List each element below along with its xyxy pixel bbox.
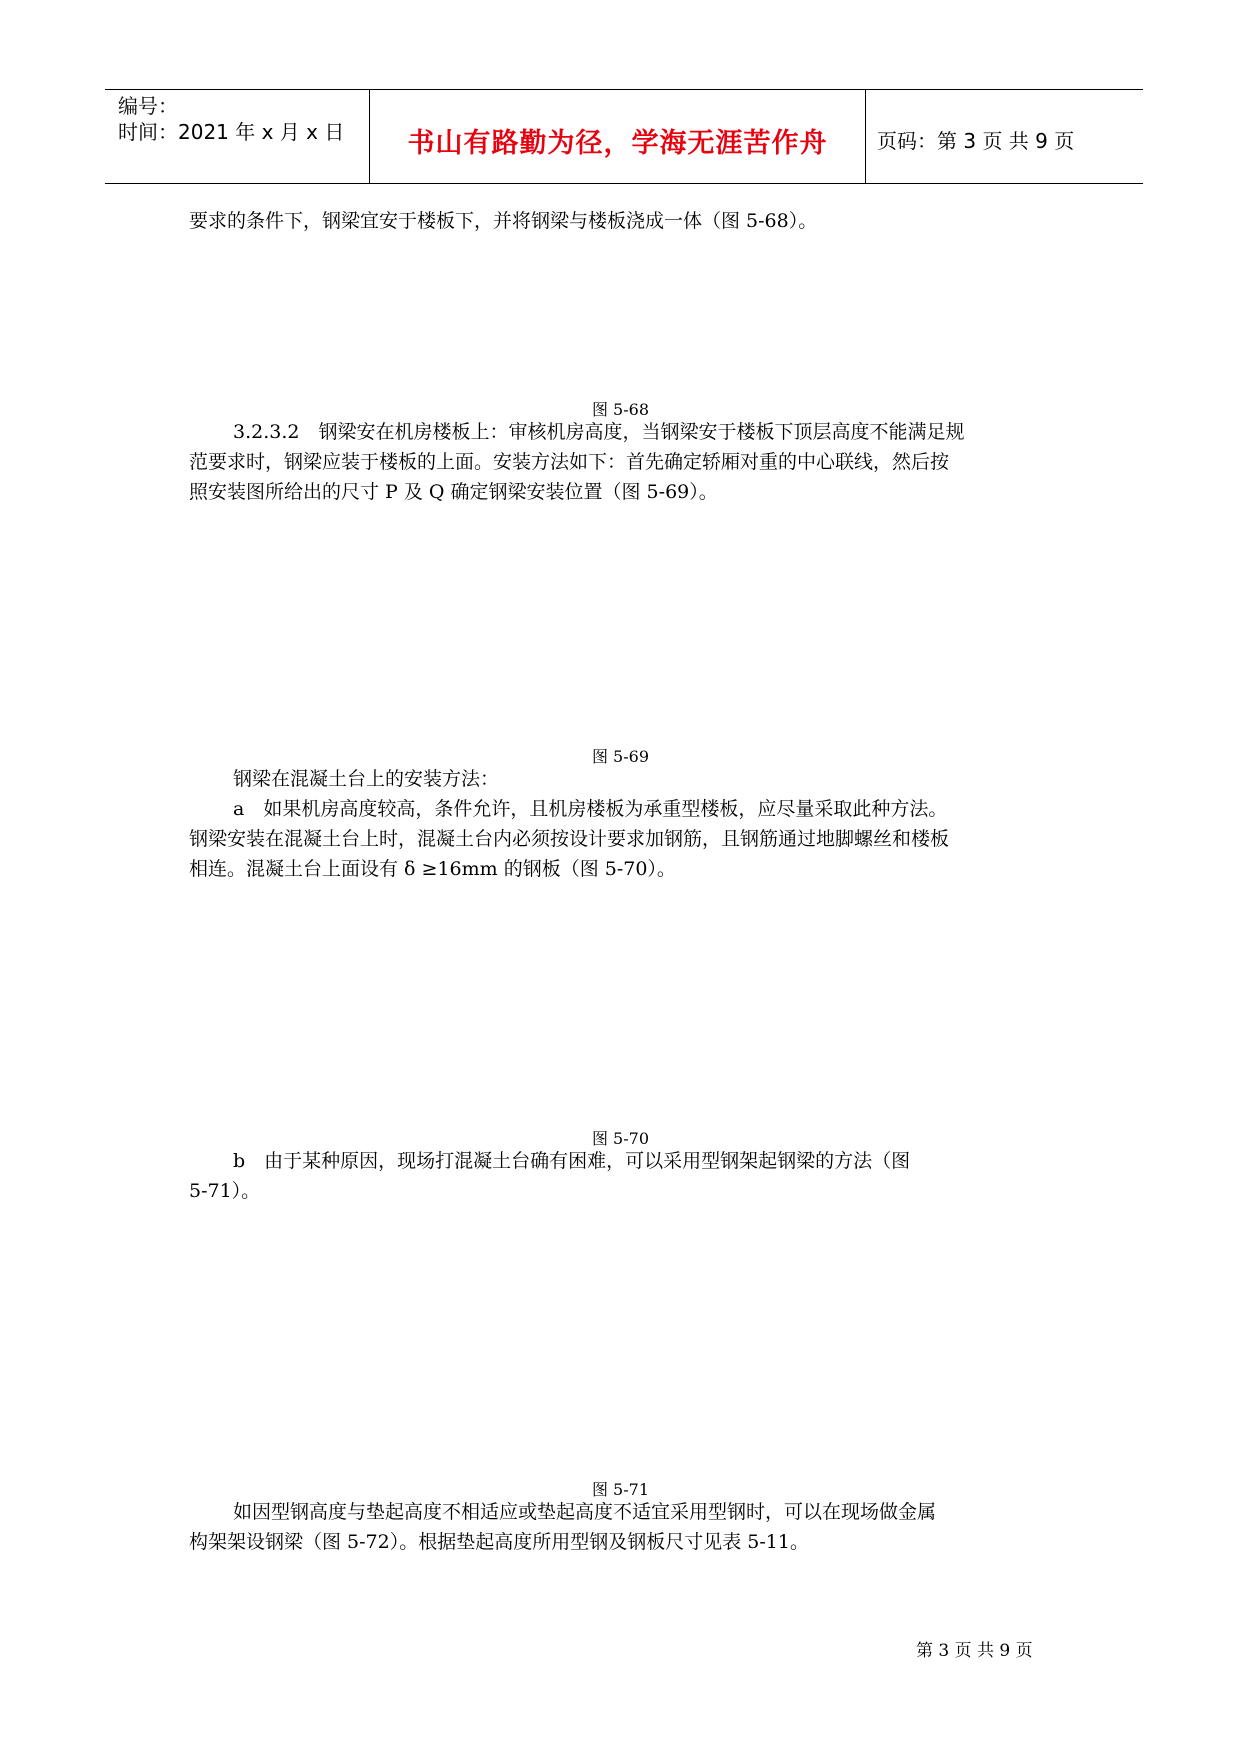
body-line: 相连。混凝土台上面设有 δ ≥16mm 的钢板（图 5-70）。 — [189, 858, 676, 880]
body-line: 构架架设钢梁（图 5-72）。根据垫起高度所用型钢及钢板尺寸见表 5-11。 — [189, 1531, 809, 1553]
figure-caption-5-71: 图 5-71 — [591, 1480, 650, 1499]
body-line: b 由于某种原因，现场打混凝土台确有困难，可以采用型钢架起钢梁的方法（图 — [233, 1150, 911, 1172]
header-motto-cell — [369, 90, 866, 183]
document-number-label: 编号： — [118, 94, 178, 118]
page-footer: 第 3 页 共 9 页 — [916, 1641, 1033, 1661]
body-line: 范要求时，钢梁应装于楼板的上面。安装方法如下：首先确定轿厢对重的中心联线，然后按 — [189, 451, 950, 473]
body-line: 3.2.3.2 钢梁安在机房楼板上：审核机房高度，当钢梁安于楼板下顶层高度不能满足规 — [233, 421, 965, 443]
body-line: 钢梁在混凝土台上的安装方法： — [233, 768, 500, 790]
figure-caption-5-69: 图 5-69 — [591, 747, 650, 766]
header-meta-cell — [105, 90, 369, 183]
body-line: 照安装图所给出的尺寸 P 及 Q 确定钢梁安装位置（图 5-69）。 — [189, 481, 718, 503]
page-header — [105, 89, 1143, 184]
body-line: 如因型钢高度与垫起高度不相适应或垫起高度不适宜采用型钢时，可以在现场做金属 — [233, 1501, 937, 1523]
header-page-cell — [865, 90, 1143, 183]
body-line: a 如果机房高度较高，条件允许，且机房楼板为承重型楼板，应尽量采取此种方法。 — [233, 798, 948, 820]
figure-caption-5-68: 图 5-68 — [591, 400, 650, 419]
body-line: 钢梁安装在混凝土台上时，混凝土台内必须按设计要求加钢筋，且钢筋通过地脚螺丝和楼板 — [189, 828, 950, 850]
body-line: 5-71）。 — [189, 1180, 261, 1202]
body-line: 要求的条件下，钢梁宜安于楼板下，并将钢梁与楼板浇成一体（图 5-68）。 — [189, 210, 818, 232]
figure-caption-5-70: 图 5-70 — [591, 1129, 650, 1148]
header-motto: 书山有路勤为径，学海无涯苦作舟 — [407, 128, 828, 159]
header-page-label: 页码：第 3 页 共 9 页 — [877, 129, 1075, 153]
document-time-label: 时间：2021 年 x 月 x 日 — [118, 120, 345, 144]
